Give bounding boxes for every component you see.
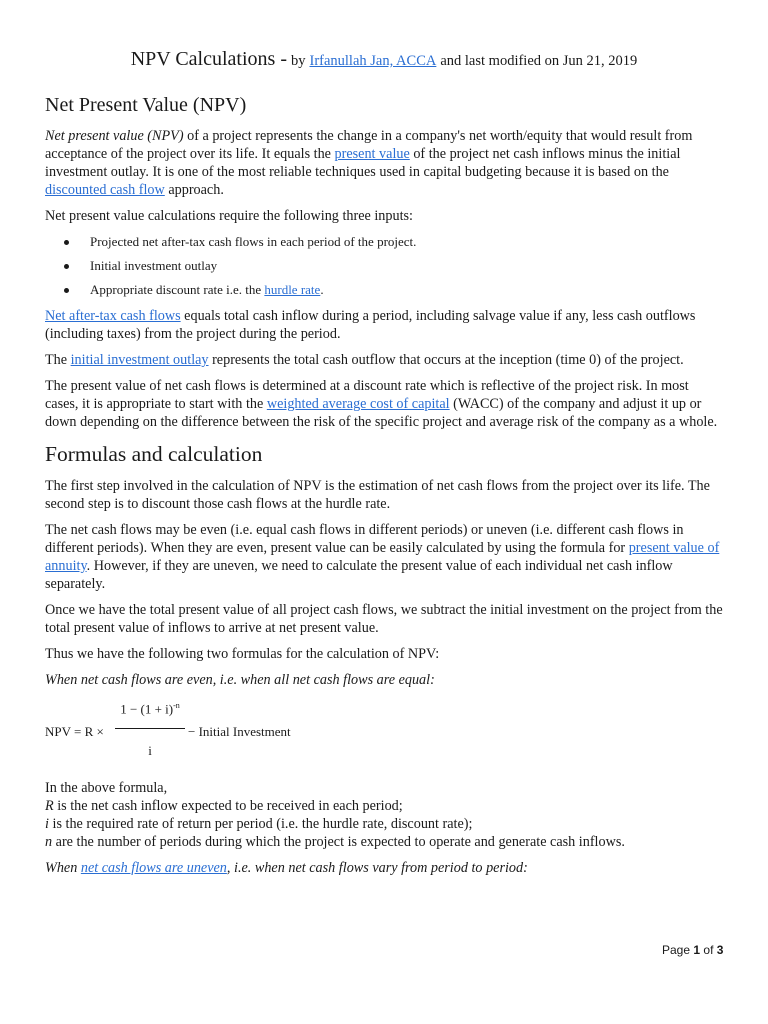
list-item: Projected net after-tax cash flows in each period of the project. [90,233,725,251]
present-value-link[interactable]: present value [334,146,410,162]
author-link[interactable]: Irfanullah Jan, ACCA [309,53,437,69]
by-label: by [290,53,306,69]
definition-line: R is the net cash inflow expected to be received in each period; [45,797,403,814]
even-flows-caption: When net cash flows are even, i.e. when all net cash flows are equal: [45,671,435,688]
uneven-flows-caption: When net cash flows are uneven, i.e. when net cash flows vary from period to period: [45,859,528,876]
formula-definitions [45,779,725,851]
formulas-heading: Formulas and calculation [45,442,263,466]
total-present-value-paragraph: Once we have the total present value of all project cash flows, we subtract the initial investment on the project from the total present value of inflows to arrive at net present value. [45,601,723,636]
wacc-link[interactable]: weighted average cost of capital [266,396,450,412]
definition-line: i is the required rate of return per period (i.e. the hurdle rate, discount rate); [45,815,473,832]
document-title: NPV Calculations - [130,48,287,70]
list-item: Appropriate discount rate i.e. the hurdle rate. [90,281,725,299]
first-step-paragraph: The first step involved in the calculation of NPV is the estimation of net cash flows from the project over its life. The second step is to discount those cash flows at the hurdle rate. [45,477,710,512]
npv-definition-paragraph: Net present value (NPV) of a project represents the change in a company's net worth/equity that would result from acceptance of the project over its life. It equals the present value of the project net cash inflows minus the initial investment outlay. It is one of the most reliable techniques used in capital budgeting because it is based on the discounted cash flow approach. [45,128,693,198]
discount-rate-paragraph: The present value of net cash flows is determined at a discount rate which is reflective of the project risk. In most cases, it is appropriate to start with the weighted average cost of capital (WACC) of the company and adjust it up or down depending on the difference between the risk of the specific project and average risk of the company as a whole. [45,378,718,430]
formula-rhs: − Initial Investment [188,723,291,739]
discounted-cash-flow-link[interactable]: discounted cash flow [45,182,165,198]
initial-investment-paragraph: The initial investment outlay represents the total cash outflow that occurs at the inception (time 0) of the project. [45,352,684,368]
page-number: Page 1 of 3 [662,943,724,957]
formula-lhs: NPV = R × [45,723,104,739]
even-uneven-paragraph: The net cash flows may be even (i.e. equal cash flows in different periods) or uneven (i.e. different cash flows in different periods). When they are even, present value can be easily calculated by using the formula for present value of annuity. However, if they are uneven, we need to calculate the present value of each individual net cash inflow separately. [45,521,720,592]
inputs-list [45,233,725,299]
current-page: 1 [693,943,701,957]
net-cash-flows-uneven-link[interactable]: net cash flows are uneven [80,859,227,876]
document-header [0,48,768,71]
present-value-of-annuity-link[interactable]: present value of annuity [45,539,720,574]
total-pages: 3 [716,943,724,957]
npv-even-formula [45,697,725,765]
fraction-bar [115,728,185,729]
hurdle-rate-link[interactable]: hurdle rate [264,282,321,297]
modified-date: and last modified on Jun 21, 2019 [440,53,638,69]
initial-investment-outlay-link[interactable]: initial investment outlay [70,352,209,368]
net-cash-flows-paragraph: Net after-tax cash flows equals total cash inflow during a period, including salvage value if any, less cash outflows (including taxes) from the project during the period. [45,308,696,342]
inputs-intro: Net present value calculations require the following three inputs: [45,208,413,224]
net-after-tax-cash-flows-link[interactable]: Net after-tax cash flows [45,308,181,324]
list-item: Initial investment outlay [90,257,725,275]
formula-exponent: -n [173,700,180,710]
npv-term: Net present value (NPV) [45,128,184,144]
two-formulas-intro: Thus we have the following two formulas for the calculation of NPV: [45,645,440,662]
document-body [45,93,725,885]
formula-denominator: i [148,742,152,758]
formula-numerator: $1 - (1 + i)^{-n}$ [120,700,180,717]
npv-heading: Net Present Value (NPV) [45,94,247,116]
definitions-intro: In the above formula, [45,779,168,796]
definition-line: n are the number of periods during which the project is expected to operate and generate cash inflows. [45,833,625,850]
